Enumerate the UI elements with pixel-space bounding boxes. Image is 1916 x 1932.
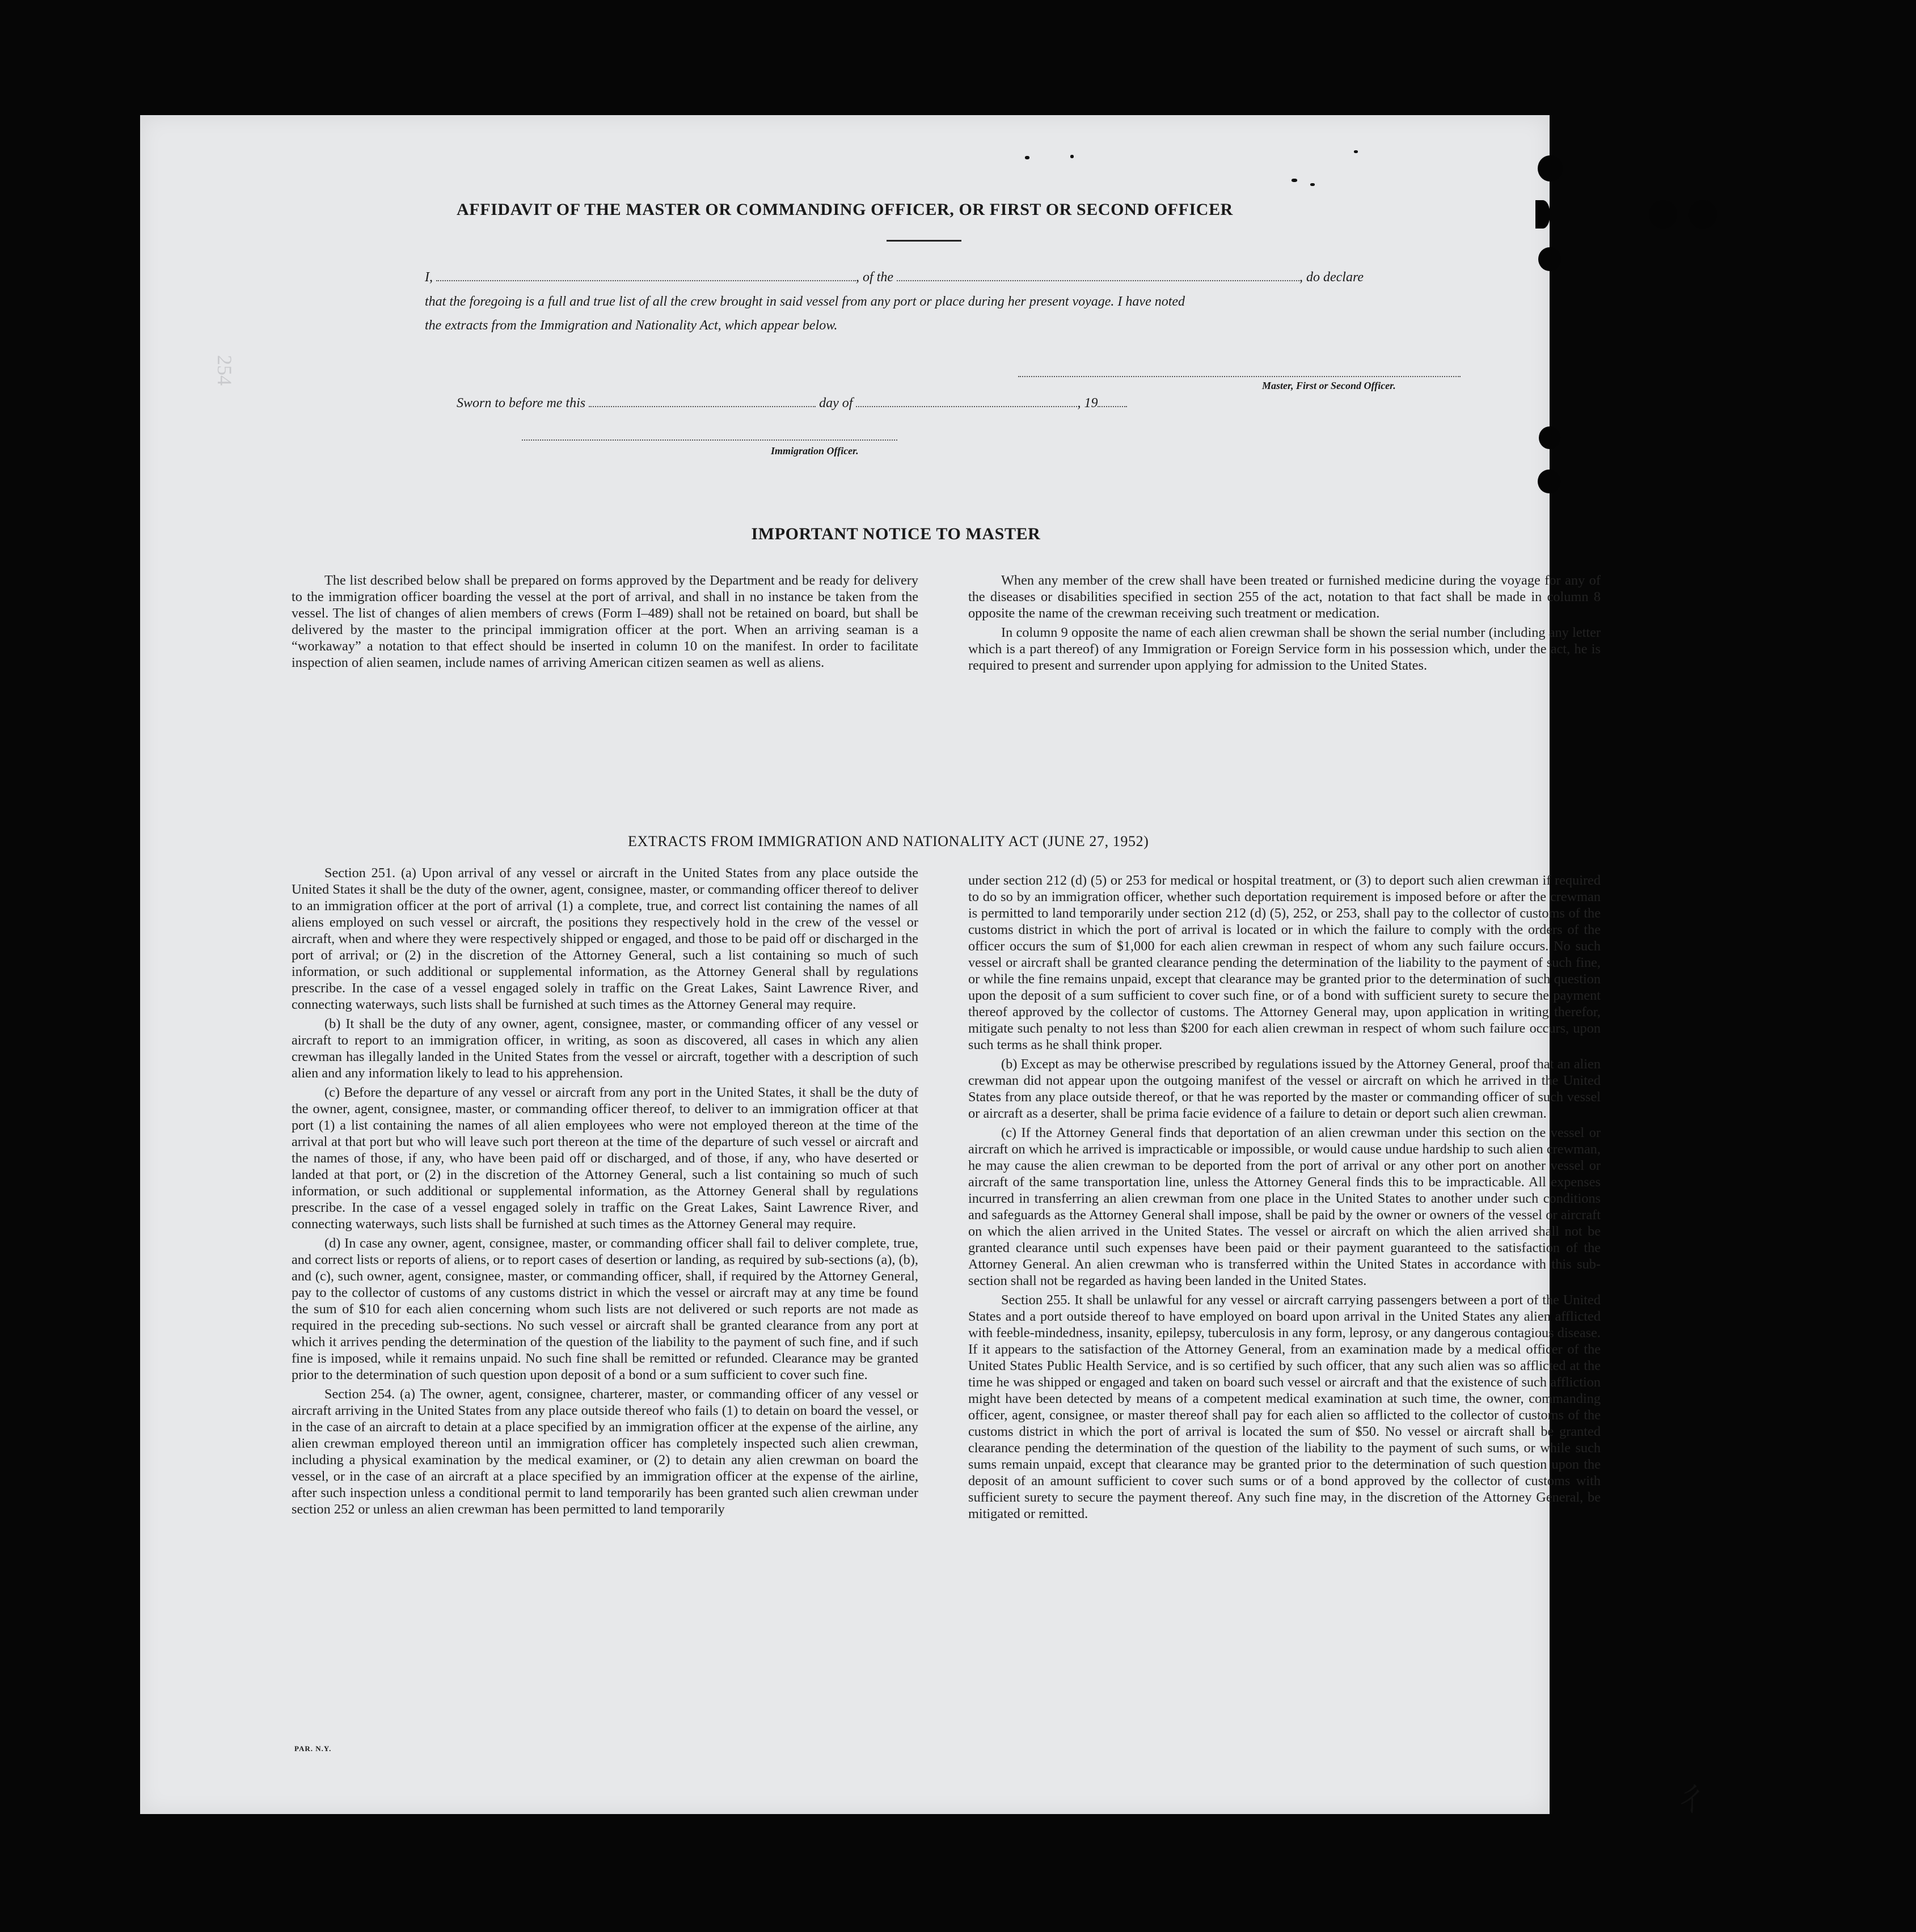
notice-left-column bbox=[292, 572, 918, 674]
vessel-blank[interactable] bbox=[897, 270, 1299, 281]
title-rule bbox=[887, 240, 961, 242]
master-signature-caption: Master, First or Second Officer. bbox=[1262, 380, 1396, 391]
declaration-line-1 bbox=[425, 270, 1605, 285]
declaration-do-declare: , do declare bbox=[1299, 270, 1364, 285]
section-paragraph: Section 254. (a) The owner, agent, consignee, charterer, master, or commanding officer of any vessel or aircraft arriving in the United States from any place outside thereof who fails (1) to detain on board the vessel, or in the case of an aircraft to detain at a place specified by an immigration officer at the expense of the airline, any alien crewman employed thereon until an immigration officer has completely inspected such alien crewman, including a physical examination by the medical examiner, or (2) to detain any alien crewman on board the vessel, or in the case of an aircraft at a place specified by an immigration officer at the expense of the airline, after such inspection unless a conditional permit to land temporarily has been granted such alien crewman under section 252 or unless an alien crewman has been permitted to land temporarily bbox=[292, 1386, 918, 1517]
name-blank[interactable] bbox=[436, 270, 856, 281]
declaration-i: I, bbox=[425, 270, 433, 285]
punch-hole bbox=[1538, 247, 1561, 271]
handwritten-mark: ㄔ bbox=[1672, 1774, 1711, 1820]
section-paragraph: Section 255. It shall be unlawful for any vessel or aircraft carrying passengers between a port of the United States and a port outside thereof to have employed on board upon arrival in the United States any alien afflicted with feeble-mindedness, insanity, epilepsy, tuberculosis in any form, leprosy, or any dangerous contagious disease. If it appears to the satisfaction of the Attorney General, from an examination made by a medical officer of the United States Public Health Service, and is so certified by such officer, that any such alien was so afflicted at the time he was shipped or engaged and taken on board such vessel or aircraft and that the existence of such affliction might have been detected by means of a competent medical examination at such time, the owner, commanding officer, agent, consignee, or master thereof shall pay for each alien so afflicted to the collector of customs of the customs district in which the port of arrival is located the sum of $50. No vessel or aircraft shall be granted clearance pending the determination of the question of the liability to the payment of such sums, or while such sums remain unpaid, except that clearance may be granted prior to the determination of such question upon the deposit of an amount sufficient to cover such sums or of a bond approved by the collector of customs with sufficient surety to secure the payment thereof. Any such fine may, in the discretion of the Attorney General, be mitigated or remitted. bbox=[968, 1292, 1601, 1521]
scan-speck bbox=[1292, 179, 1297, 182]
sworn-text: Sworn to before me this bbox=[457, 396, 586, 411]
scan-speck bbox=[1354, 150, 1358, 153]
declaration-line-3: the extracts from the Immigration and Nationality Act, which appear below. bbox=[425, 318, 838, 333]
faint-page-number: 254 bbox=[213, 355, 236, 386]
scan-speck bbox=[1070, 155, 1074, 158]
extracts-title: EXTRACTS FROM IMMIGRATION AND NATIONALITY ACT (JUNE 27, 1952) bbox=[628, 833, 1149, 849]
notice-left-paragraph: The list described below shall be prepared on forms approved by the Department and be ready for delivery to the immigration officer boarding the vessel at the port of arrival, and shall in no instance be taken from the vessel. The list of changes of alien members of crews (Form I–489) shall not be retained on board, but shall be delivered by the master to the principal immigration officer at the port. When an arriving seaman is a “workaway” a notation to that effect should be inserted in column 10 on the manifest. In order to facilitate inspection of alien seamen, include names of arriving American citizen seamen as well as aliens. bbox=[292, 573, 918, 670]
punch-hole bbox=[1539, 426, 1560, 449]
sworn-month-blank[interactable] bbox=[856, 396, 1077, 407]
notice-right-paragraph: When any member of the crew shall have been treated or furnished medicine during the voyage for any of the diseases or disabilities specified in section 255 of the act, notation to that fact shall be made in column 8 opposite the name of the crewman receiving such treatment or medication. bbox=[968, 573, 1601, 621]
section-paragraph: (d) In case any owner, agent, consignee, master, or commanding officer shall fail to deliver complete, true, and correct lists or reports of aliens, or to report cases of desertion or landing, as required by sub-sections (a), (b), and (c), such owner, agent, consignee, master, or commanding officer, shall, if required by the Attorney General, pay to the collector of customs of any customs district in which the vessel or aircraft may at any time be found the sum of $10 for each alien concerning whom such lists are not delivered or such reports are not made as required in the preceding sub-sections. No such vessel or aircraft shall be granted clearance from any port at which it arrives pending the determination of the question of the liability to the payment of such fine, and if such fine is imposed, while it remains unpaid. No such fine shall be remitted or refunded. Clearance may be granted prior to the determination of such question upon deposit of a bond or a sum sufficient to cover such fine. bbox=[292, 1236, 918, 1383]
printer-mark: PAR. N.Y. bbox=[294, 1744, 332, 1753]
sworn-year-blank[interactable] bbox=[1098, 396, 1127, 407]
declaration-of-the: , of the bbox=[856, 270, 893, 285]
day-of-text: day of bbox=[819, 396, 853, 411]
punch-hole bbox=[1689, 200, 1717, 229]
extracts-right-column bbox=[968, 872, 1601, 1525]
master-signature-line[interactable] bbox=[1018, 376, 1461, 377]
punch-hole bbox=[1538, 155, 1563, 181]
punch-hole bbox=[1649, 200, 1677, 229]
sworn-line bbox=[457, 396, 1636, 411]
notice-right-column bbox=[968, 572, 1601, 677]
section-paragraph: (b) Except as may be otherwise prescribed by regulations issued by the Attorney General, proof that an alien crewman did not appear upon the outgoing manifest of the vessel or aircraft on which he arrived in the United States from any place outside thereof, or that he was reported by the master or commanding officer of such vessel or aircraft as a deserter, shall be prima facie evidence of a failure to detain or deport such alien crewman. bbox=[968, 1056, 1601, 1121]
section-paragraph: (c) Before the departure of any vessel or aircraft from any port in the United States, it shall be the duty of the owner, agent, consignee, master, or commanding officer thereof, to deliver to an immigration officer at that port (1) a list containing the names of all alien employees who were not employed thereon at the time of the arrival at that port but who will leave such port thereon at the time of the departure of such vessel or aircraft and the names of those, if any, who have been paid off or discharged, and of those, if any, who have deserted or landed at that port, or (2) in the discretion of the Attorney General, such a list containing so much of such information, or such additional or supplemental information, as the Attorney General shall by regulations prescribe. In the case of a vessel engaged solely in traffic on the Great Lakes, Saint Lawrence River, and connecting waterways, such lists shall be furnished at such times as the Attorney General may require. bbox=[292, 1085, 918, 1232]
document-sheet bbox=[140, 115, 1711, 1820]
notice-right-paragraph: In column 9 opposite the name of each alien crewman shall be shown the serial number (including any letter which is a part thereof) of any Immigration or Foreign Service form in his possession which, under the act, he is required to present and surrender upon applying for admission to the United States. bbox=[968, 625, 1601, 673]
notice-title: IMPORTANT NOTICE TO MASTER bbox=[751, 525, 1041, 543]
scan-speck bbox=[1310, 183, 1315, 186]
section-paragraph: (b) It shall be the duty of any owner, agent, consignee, master, or commanding officer of any vessel or aircraft to report to an immigration officer, in writing, as soon as discovered, all cases in which any alien crewman has illegally landed in the United States from the vessel or aircraft, together with a description of such alien and any information likely to lead to his apprehension. bbox=[292, 1016, 918, 1081]
sworn-day-blank[interactable] bbox=[589, 396, 816, 407]
extracts-left-column bbox=[292, 865, 918, 1520]
immigration-officer-caption: Immigration Officer. bbox=[771, 445, 859, 456]
section-paragraph: under section 212 (d) (5) or 253 for medical or hospital treatment, or (3) to deport such alien crewman if required to do so by an immigration officer, whether such deportation requirement is imposed before or after the crewman is permitted to land temporarily under section 212 (d) (5), 252, or 253, shall pay to the collector of customs of the customs district in which the port of arrival is located or in which the failure to comply with the orders of the officer occurs the sum of $1,000 for each alien crewman in respect of whom any such failure occurs. No such vessel or aircraft shall be granted clearance pending the determination of the liability to the payment of such fine, or while the fine remains unpaid, except that clearance may be granted prior to the determination of such question upon the deposit of a sum sufficient to cover such fine, or of a bond with sufficient surety to secure the payment thereof approved by the collector of customs. The Attorney General may, upon application in writing therefor, mitigate such penalty to not less than $200 for each alien crewman in respect of whom such failure occurs, upon such terms as he shall think proper. bbox=[968, 873, 1601, 1052]
year-text: , 19 bbox=[1077, 396, 1098, 411]
declaration-line-2: that the foregoing is a full and true list of all the crew brought in said vessel from any port or place during her present voyage. I have noted bbox=[425, 294, 1185, 309]
section-paragraph: Section 251. (a) Upon arrival of any vessel or aircraft in the United States from any place outside the United States it shall be the duty of the owner, agent, consignee, master, or commanding officer thereof to deliver to an immigration officer at the port of arrival (1) a complete, true, and correct list containing the names of all aliens employed on such vessel or aircraft, the positions they respectively hold in the crew of the vessel or aircraft, when and where they were respectively shipped or engaged, and those to be paid off or discharged in the port of arrival; or (2) in the discretion of the Attorney General, such a list containing so much of such information, or such additional or supplemental information, as the Attorney General shall by regulations prescribe. In the case of a vessel engaged solely in traffic on the Great Lakes, Saint Lawrence River, and connecting waterways, such lists shall be furnished at such times as the Attorney General may require. bbox=[292, 865, 918, 1012]
immigration-officer-signature-line[interactable] bbox=[522, 439, 897, 441]
section-paragraph: (c) If the Attorney General finds that deportation of an alien crewman under this section on the vessel or aircraft on which he arrived is impracticable or impossible, or would cause undue hardship to such alien crewman, he may cause the alien crewman to be deported from the port of arrival or any other port on another vessel or aircraft of the same transportation line, unless the Attorney General finds this to be impracticable. All expenses incurred in transferring an alien crewman from one place in the United States to another under such conditions and safeguards as the Attorney General shall impose, shall be paid by the owner or owners of the vessel or aircraft on which the alien arrived in the United States. The vessel or aircraft on which the alien arrived shall not be granted clearance until such expenses have been paid or their payment guaranteed to the satisfaction of the Attorney General. An alien crewman who is transferred within the United States in accordance with this sub-section shall not be regarded as having been landed in the United States. bbox=[968, 1125, 1601, 1288]
affidavit-title: AFFIDAVIT OF THE MASTER OR COMMANDING OFFICER, OR FIRST OR SECOND OFFICER bbox=[457, 200, 1233, 219]
scan-speck bbox=[1025, 156, 1029, 159]
punch-hole bbox=[1538, 470, 1560, 493]
